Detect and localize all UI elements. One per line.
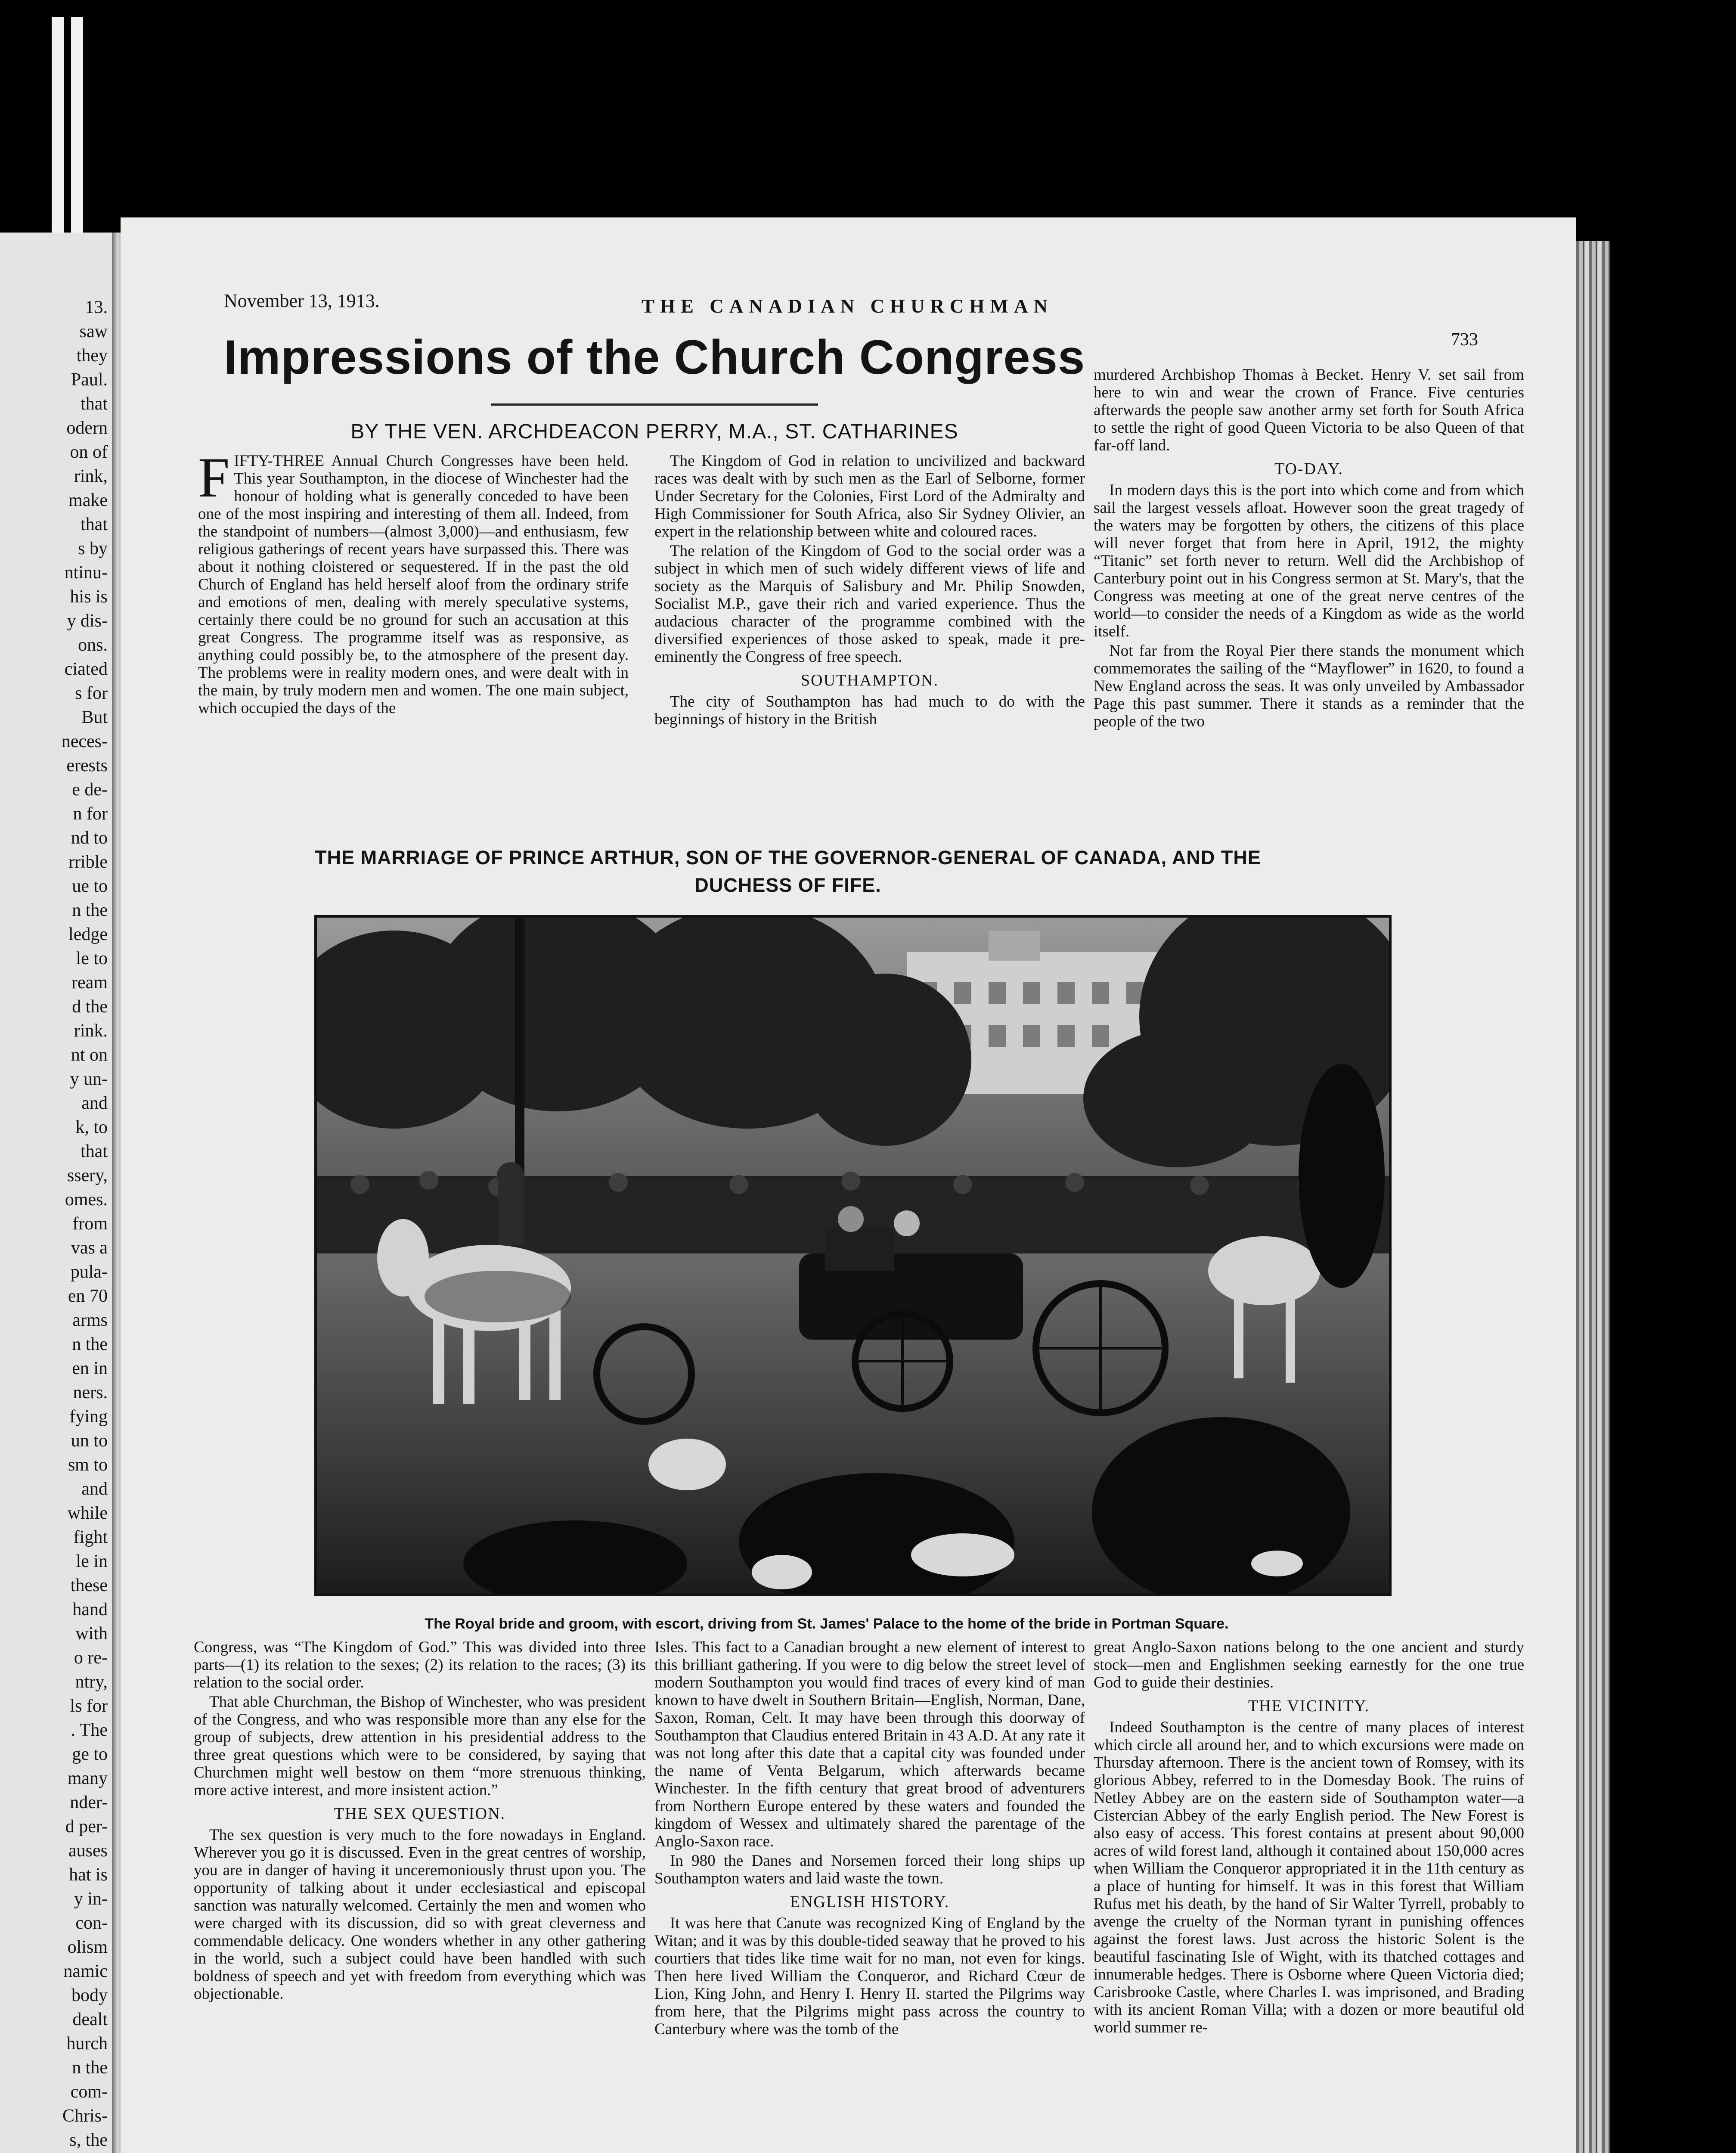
section-heading-english-history: ENGLISH HISTORY. — [790, 1893, 950, 1911]
left-page-line-fragment: e de- — [72, 780, 108, 800]
paragraph: Indeed Southampton is the centre of many places of interest which circle all around her, and to which excursions were made on Thursday afternoon. There is the ancient town of Romsey, with its glorious Abbey, referred to in the Domesday Book. The ruins of Netley Abbey are on the eastern side of Southampton water—a Cistercian Abbey of the early English period. The New Forest is also easy of access. This forest contains at present about 90,000 acres of wild forest land, although it contained about 150,000 acres when William the Conqueror appropriated it in the 11th century as a place of hunting for himself. It was in this forest that William Rufus met his death, by the hand of Sir Walter Tyrrell, probably to avenge the cruelty of the Norman tyrant in punishing offences against the forest laws. Just across the historic Solent is the beautiful fascinating Isle of Wight, with its thatched cottages and innumerable hedges. There is Osborne where Queen Victoria died; Carisbrooke Castle, where Charles I. was imprisoned, and Brading with its ancient Roman Villa; with a dozen or more beautiful old world summer re- — [1094, 1719, 1524, 2036]
left-page-line-fragment: arms — [72, 1310, 108, 1330]
left-page-line-fragment: pula- — [70, 1262, 108, 1282]
left-page-line-fragment: 13. — [85, 298, 108, 317]
left-page-line-fragment: hat is — [69, 1865, 108, 1885]
paragraph: Isles. This fact to a Canadian brought a new element of interest to this brilliant gathering. If you were to dig below the street level of modern Southampton you would find traces of every kind of man known to have dwelt in Southern Britain—English, Norman, Dane, Saxon, Roman, Celt. It may have been through this doorway of Southampton that Claudius entered Britain in 43 A.D. At any rate it was not long after this date that a capital city was founded under the name of Venta Belgarum, which afterwards became Winchester. In the fifth century that great brood of adventurers from Northern Europe entered by these waters and founded the kingdom of Wessex and ultimately shared the parentage of the Anglo-Saxon race. — [654, 1638, 1085, 1850]
left-page-line-fragment: n for — [73, 804, 108, 824]
paragraph: The sex question is very much to the fore nowadays in England. Wherever you go it is discussed. Even in the great centres of worship, you are in danger of having it unceremoniously thrust upon you. The opportunity of talking about it under ecclesiastical and episcopal sanction was naturally welcomed. Certainly the men and women who were charged with its discussion, did so with great cleverness and commendable delicacy. One wonders whether in any other gathering in the world, such a subject could have been handled with such boldness of speech and yet with freedom from everything which was objectionable. — [194, 1826, 646, 2003]
adjacent-page-fragment — [0, 233, 121, 2153]
left-page-line-fragment: ls for — [70, 1696, 108, 1716]
left-page-line-fragment: ntry, — [75, 1672, 108, 1692]
left-page-line-fragment: these — [70, 1576, 108, 1595]
left-page-line-fragment: ons. — [78, 635, 108, 655]
lower-column-2 — [654, 1638, 1085, 2040]
paragraph: In 980 the Danes and Norsemen forced their long ships up Southampton waters and laid waste the town. — [654, 1852, 1085, 1887]
newspaper-page — [121, 217, 1576, 2153]
left-page-line-fragment: k, to — [75, 1117, 108, 1137]
left-page-line-fragment: and — [81, 1093, 108, 1113]
left-page-line-fragment: rink. — [74, 1021, 108, 1041]
left-page-line-fragment: rink, — [74, 466, 108, 486]
left-page-line-fragment: d the — [72, 997, 108, 1017]
left-page-line-fragment: ream — [71, 973, 108, 993]
left-page-line-fragment: many — [67, 1768, 108, 1788]
left-page-line-fragment: nt on — [71, 1045, 108, 1065]
left-page-line-fragment: ledge — [68, 924, 108, 944]
left-page-line-fragment: s by — [78, 539, 108, 558]
left-page-line-fragment: sm to — [68, 1455, 108, 1475]
left-page-line-fragment: y dis- — [67, 611, 108, 631]
left-page-line-fragment: olism — [67, 1937, 108, 1957]
left-page-line-fragment: dealt — [72, 2010, 108, 2029]
left-page-line-fragment: n the — [72, 900, 108, 920]
left-page-line-fragment: namic — [63, 1961, 108, 1981]
section-heading-today: TO-DAY. — [1274, 460, 1344, 478]
left-page-line-fragment: that — [81, 515, 108, 534]
left-page-line-fragment: nder- — [70, 1793, 108, 1812]
section-heading-southampton: SOUTHAMPTON. — [801, 671, 939, 689]
left-page-line-fragment: they — [76, 346, 108, 366]
paragraph: Congress, was “The Kingdom of God.” This was divided into three parts—(1) its relation to the sexes; (2) its relation to the races; (3) its relation to the social order. — [194, 1638, 646, 1691]
masthead: THE CANADIAN CHURCHMAN — [642, 295, 1053, 317]
left-page-line-fragment: neces- — [61, 732, 108, 751]
paragraph: The relation of the Kingdom of God to the social order was a subject in which men of such widely different views of life and society as the Marquis of Salisbury and Mr. Philip Snowden, Socialist M.P., gave their rich and varied experience. Thus the audacious character of the programme combined with the diversified experiences of those asked to speak, made it pre-eminently the Congress of free speech. — [654, 542, 1085, 666]
issue-date: November 13, 1913. — [224, 290, 380, 311]
top-column-3 — [1094, 366, 1524, 732]
left-page-line-fragment: com- — [70, 2082, 108, 2102]
left-page-line-fragment: that — [81, 1142, 108, 1161]
left-page-line-fragment: that — [81, 394, 108, 414]
lower-column-1 — [194, 1638, 646, 2004]
left-page-line-fragment: fight — [73, 1527, 108, 1547]
left-page-line-fragment: make — [68, 490, 108, 510]
wedding-procession-photo — [314, 915, 1392, 1596]
left-page-line-fragment: con- — [75, 1913, 108, 1933]
photo-caption: The Royal bride and groom, with escort, driving from St. James' Palace to the home of the bride in Portman Square. — [425, 1616, 1229, 1632]
left-page-line-fragment: ciated — [64, 659, 108, 679]
left-page-line-fragment: . The — [71, 1720, 108, 1740]
page-number: 733 — [1451, 330, 1478, 350]
paragraph: In modern days this is the port into which come and from which sail the largest vessels afloat. However soon the great tragedy of the waters may be forgotten by others, the citizens of this place will never forget that from here in April, 1912, the mighty “Titanic” set forth never to return. Well did the Archbishop of Canterbury point out in his Congress sermon at St. Mary's, that the Congress was meeting at one of the great nerve centres of the world—to consider the needs of a Kingdom as wide as the world itself. — [1094, 481, 1524, 640]
left-page-line-fragment: ge to — [72, 1744, 108, 1764]
left-page-line-fragment: omes. — [65, 1190, 108, 1210]
lower-column-3 — [1094, 1638, 1524, 2038]
left-page-line-fragment: with — [75, 1624, 108, 1644]
left-page-line-fragment: en in — [72, 1359, 108, 1378]
left-page-line-fragment: saw — [79, 322, 108, 341]
left-page-line-fragment: le in — [76, 1551, 108, 1571]
left-page-line-fragment: odern — [66, 418, 108, 438]
left-page-line-fragment: fying — [69, 1407, 108, 1427]
article-byline: BY THE VEN. ARCHDEACON PERRY, M.A., ST. CATHARINES — [350, 420, 958, 443]
left-page-line-fragment: d per- — [65, 1817, 108, 1837]
left-page-line-fragment: un to — [71, 1431, 108, 1451]
section-heading-vicinity: THE VICINITY. — [1248, 1697, 1370, 1715]
left-page-line-fragment: erests — [66, 756, 108, 776]
article-title: Impressions of the Church Congress — [223, 330, 1085, 384]
left-page-line-fragment: ssery, — [67, 1166, 108, 1185]
figure-heading: THE MARRIAGE OF PRINCE ARTHUR, SON OF THE GOVERNOR-GENERAL OF CANADA, AND THE DUCHESS OF FIFE. — [315, 847, 1261, 896]
left-page-line-fragment: Chris- — [62, 2106, 108, 2126]
left-page-line-fragment: hand — [72, 1600, 108, 1619]
drop-cap: F — [198, 446, 230, 509]
left-page-line-fragment: body — [71, 1985, 108, 2005]
left-page-line-fragment: Paul. — [71, 370, 108, 390]
paragraph: murdered Archbishop Thomas à Becket. Henry V. set sail from here to win and wear the crown of France. Five centuries afterwards the people saw another army set forth for South Africa to settle the right of good Queen Victoria to be also Queen of that far-off land. — [1094, 366, 1524, 454]
left-page-line-fragment: n the — [72, 2058, 108, 2078]
film-bar — [52, 17, 64, 233]
top-column-2 — [654, 452, 1085, 730]
left-page-line-fragment: auses — [68, 1841, 108, 1861]
photo-illustration — [317, 918, 1389, 1594]
left-page-line-fragment: s, the — [69, 2130, 108, 2150]
left-page-line-fragment: s for — [75, 683, 108, 703]
left-page-line-fragment: while — [67, 1503, 108, 1523]
left-page-line-fragment: But — [81, 707, 108, 727]
left-page-line-fragment: ue to — [72, 876, 108, 896]
left-page-line-fragment: n the — [72, 1334, 108, 1354]
left-page-line-fragment: and — [81, 1479, 108, 1499]
left-page-line-fragment: nd to — [71, 828, 108, 848]
paragraph: great Anglo-Saxon nations belong to the one ancient and sturdy stock—men and Englishmen seeking earnestly for the one true God to guide their destinies. — [1094, 1638, 1524, 1691]
left-page-line-fragment: le to — [76, 949, 108, 968]
paragraph: Not far from the Royal Pier there stands the monument which commemorates the sailing of the “Mayflower” in 1620, to found a New England across the seas. It was only unveiled by Ambassador Page this past summer. There it stands as a reminder that the people of the two — [1094, 642, 1524, 730]
left-page-line-fragment: his is — [70, 587, 108, 607]
left-page-line-fragment: o re- — [74, 1648, 108, 1668]
paragraph: The Kingdom of God in relation to uncivilized and backward races was dealt with by such men as the Earl of Selborne, former Under Secretary for the Colonies, First Lord of the Admiralty and High Commissioner for South Africa, also Sir Sydney Olivier, an expert in the relationship between white and coloured races. — [654, 452, 1085, 540]
left-page-line-fragment: from — [72, 1214, 108, 1234]
left-page-line-fragment: y un- — [70, 1069, 108, 1089]
film-bar — [71, 17, 83, 233]
title-underline — [491, 403, 818, 406]
left-page-line-fragment: y in- — [74, 1889, 108, 1909]
top-column-1 — [198, 446, 629, 719]
left-page-line-fragment: rrible — [68, 852, 108, 872]
paragraph: It was here that Canute was recognized King of England by the Witan; and it was by this double-tided seaway that he proved to his courtiers that tides like time wait for no man, not even for kings. Then here lived William the Conqueror, and Richard Cœur de Lion, King John, and Henry I. Henry II. started the Pilgrims way from here, that the Pilgrims might pass across the country to Canterbury where was the tomb of the — [654, 1914, 1085, 2038]
paragraph: That able Churchman, the Bishop of Winchester, who was president of the Congress, and who was responsible more than any else for the group of subjects, drew attention in his presidential address to the three great questions which were to be considered, by saying that Churchmen might well bestow on them “more strenuous thinking, more active interest, and more insistent action.” — [194, 1693, 646, 1799]
section-heading-sex-question: THE SEX QUESTION. — [334, 1805, 506, 1823]
left-page-line-fragment: vas a — [71, 1238, 108, 1258]
left-page-line-fragment: en 70 — [68, 1286, 108, 1306]
left-page-line-fragment: ners. — [73, 1383, 108, 1402]
paragraph: The city of Southampton has had much to do with the beginnings of history in the British — [654, 693, 1085, 728]
left-page-line-fragment: on of — [70, 442, 108, 462]
left-page-line-fragment: hurch — [66, 2034, 108, 2054]
paragraph: IFTY-THREE Annual Church Congresses have been held. This year Southampton, in the diocese of Winchester had the honour of holding what is generally conceded to have been one of the most inspiring and interesting of them all. Indeed, from the standpoint of numbers—(almost 3,000)—and enthusiasm, few religious gatherings of recent years have surpassed this. There was about it nothing cloistered or sequestered. If in the past the old Church of England has held herself aloof from the ordinary strife and emotions of men, dealing with merely speculative systems, certainly there could be no ground for such an accusation at this great Congress. The programme itself was as responsive, as anything could possibly be, to the atmosphere of the present day. The problems were in reality modern ones, and were dealt with in the main, by truly modern men and women. The one main subject, which occupied the days of the — [198, 452, 629, 717]
page-stack-edge — [1572, 241, 1610, 2153]
left-page-line-fragment: ntinu- — [64, 563, 108, 583]
